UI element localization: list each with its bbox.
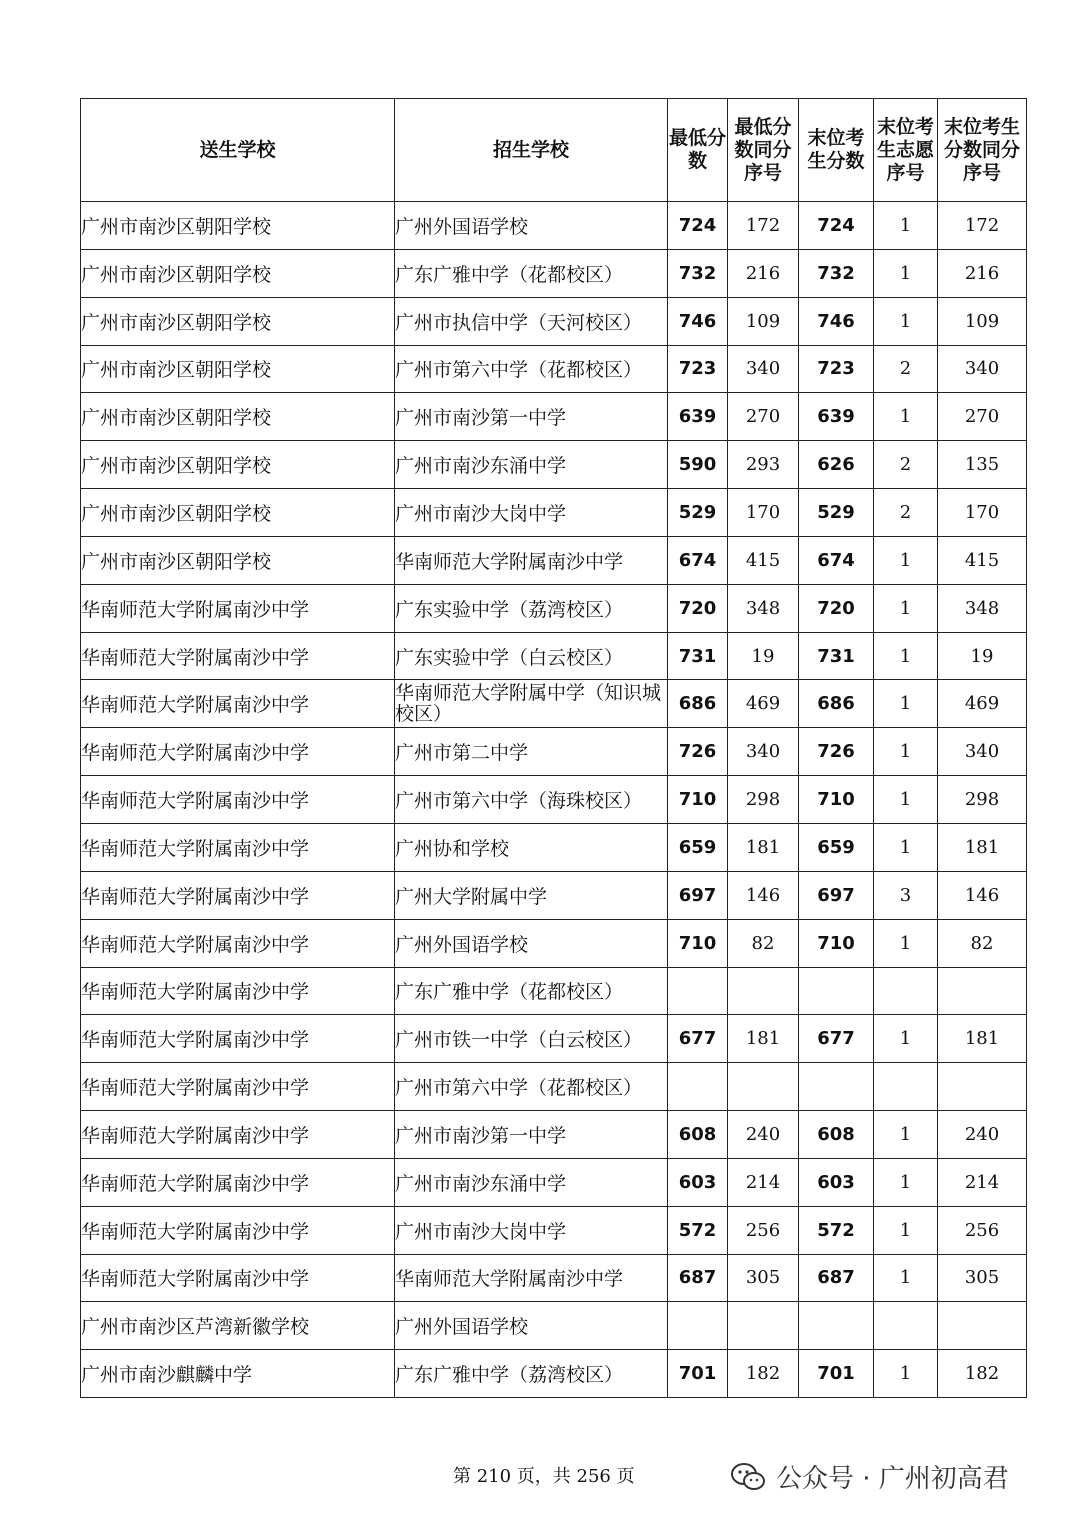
last-score-cell: 572 xyxy=(799,1206,874,1254)
recruiting-school-cell: 华南师范大学附属南沙中学 xyxy=(395,536,668,584)
min-score-rank-cell: 340 xyxy=(728,345,799,393)
last-wish-cell xyxy=(874,967,938,1015)
min-score-rank-cell: 19 xyxy=(728,632,799,680)
last-score-cell: 659 xyxy=(799,823,874,871)
table-row xyxy=(81,202,1027,250)
last-rank-cell: 348 xyxy=(938,584,1027,632)
min-score-cell: 697 xyxy=(668,871,728,919)
header-min-score: 最低分数 xyxy=(668,99,728,202)
table-row xyxy=(81,823,1027,871)
table-header-row xyxy=(81,99,1027,202)
last-wish-cell xyxy=(874,1302,938,1350)
last-wish-cell: 1 xyxy=(874,1015,938,1063)
page-number: 第 210 页，共 256 页 xyxy=(453,1466,635,1487)
table-row xyxy=(81,345,1027,393)
sender-school-cell: 广州市南沙区朝阳学校 xyxy=(81,536,395,584)
table-row xyxy=(81,1015,1027,1063)
min-score-rank-cell: 240 xyxy=(728,1111,799,1159)
last-rank-cell: 146 xyxy=(938,871,1027,919)
sender-school-cell: 华南师范大学附属南沙中学 xyxy=(81,1015,395,1063)
last-wish-cell: 1 xyxy=(874,1350,938,1398)
page-footer xyxy=(0,1458,1080,1498)
table-row xyxy=(81,680,1027,728)
min-score-rank-cell xyxy=(728,1063,799,1111)
last-score-cell xyxy=(799,1302,874,1350)
sender-school-cell: 华南师范大学附属南沙中学 xyxy=(81,632,395,680)
last-wish-cell: 1 xyxy=(874,297,938,345)
table-row xyxy=(81,489,1027,537)
header-recruiting-school: 招生学校 xyxy=(395,99,668,202)
recruiting-school-cell: 广东广雅中学（花都校区） xyxy=(395,249,668,297)
last-wish-cell: 1 xyxy=(874,776,938,824)
min-score-rank-cell xyxy=(728,967,799,1015)
last-wish-cell: 1 xyxy=(874,728,938,776)
last-rank-cell: 181 xyxy=(938,823,1027,871)
table-row xyxy=(81,632,1027,680)
last-wish-cell: 1 xyxy=(874,823,938,871)
recruiting-school-cell: 广东实验中学（白云校区） xyxy=(395,632,668,680)
min-score-rank-cell: 214 xyxy=(728,1158,799,1206)
min-score-rank-cell: 305 xyxy=(728,1254,799,1302)
sender-school-cell: 华南师范大学附属南沙中学 xyxy=(81,871,395,919)
last-rank-cell: 270 xyxy=(938,393,1027,441)
min-score-cell xyxy=(668,967,728,1015)
last-score-cell: 724 xyxy=(799,202,874,250)
table-row xyxy=(81,967,1027,1015)
recruiting-school-cell: 华南师范大学附属南沙中学 xyxy=(395,1254,668,1302)
sender-school-cell: 华南师范大学附属南沙中学 xyxy=(81,584,395,632)
table-row xyxy=(81,776,1027,824)
min-score-cell: 659 xyxy=(668,823,728,871)
last-score-cell xyxy=(799,1063,874,1111)
sender-school-cell: 华南师范大学附属南沙中学 xyxy=(81,823,395,871)
wechat-icon xyxy=(730,1462,766,1492)
min-score-rank-cell xyxy=(728,1302,799,1350)
table-row xyxy=(81,1158,1027,1206)
last-wish-cell: 1 xyxy=(874,1158,938,1206)
last-wish-cell xyxy=(874,1063,938,1111)
last-score-cell: 720 xyxy=(799,584,874,632)
last-rank-cell: 135 xyxy=(938,441,1027,489)
recruiting-school-cell: 广州市第二中学 xyxy=(395,728,668,776)
last-score-cell: 710 xyxy=(799,776,874,824)
table-row xyxy=(81,1254,1027,1302)
last-rank-cell: 216 xyxy=(938,249,1027,297)
last-rank-cell: 469 xyxy=(938,680,1027,728)
last-rank-cell: 19 xyxy=(938,632,1027,680)
table-row xyxy=(81,1063,1027,1111)
watermark xyxy=(730,1458,1009,1495)
header-last-wish: 末位考生志愿序号 xyxy=(874,99,938,202)
last-wish-cell: 1 xyxy=(874,584,938,632)
recruiting-school-cell: 广东广雅中学（荔湾校区） xyxy=(395,1350,668,1398)
last-rank-cell: 415 xyxy=(938,536,1027,584)
table-row xyxy=(81,1206,1027,1254)
min-score-cell xyxy=(668,1063,728,1111)
last-wish-cell: 2 xyxy=(874,489,938,537)
min-score-rank-cell: 109 xyxy=(728,297,799,345)
sender-school-cell: 广州市南沙区朝阳学校 xyxy=(81,345,395,393)
table-row xyxy=(81,584,1027,632)
min-score-rank-cell: 182 xyxy=(728,1350,799,1398)
sender-school-cell: 广州市南沙区朝阳学校 xyxy=(81,489,395,537)
min-score-rank-cell: 146 xyxy=(728,871,799,919)
recruiting-school-cell: 广州外国语学校 xyxy=(395,1302,668,1350)
min-score-cell: 529 xyxy=(668,489,728,537)
sender-school-cell: 华南师范大学附属南沙中学 xyxy=(81,967,395,1015)
sender-school-cell: 华南师范大学附属南沙中学 xyxy=(81,1111,395,1159)
min-score-cell: 608 xyxy=(668,1111,728,1159)
min-score-cell: 726 xyxy=(668,728,728,776)
last-wish-cell: 2 xyxy=(874,441,938,489)
min-score-cell: 603 xyxy=(668,1158,728,1206)
last-rank-cell: 170 xyxy=(938,489,1027,537)
min-score-cell: 720 xyxy=(668,584,728,632)
sender-school-cell: 华南师范大学附属南沙中学 xyxy=(81,1063,395,1111)
last-wish-cell: 1 xyxy=(874,919,938,967)
recruiting-school-cell: 华南师范大学附属中学（知识城校区） xyxy=(395,680,668,728)
last-rank-cell xyxy=(938,1063,1027,1111)
recruiting-school-cell: 广东实验中学（荔湾校区） xyxy=(395,584,668,632)
min-score-rank-cell: 469 xyxy=(728,680,799,728)
min-score-rank-cell: 415 xyxy=(728,536,799,584)
min-score-rank-cell: 82 xyxy=(728,919,799,967)
sender-school-cell: 华南师范大学附属南沙中学 xyxy=(81,1158,395,1206)
min-score-rank-cell: 256 xyxy=(728,1206,799,1254)
sender-school-cell: 华南师范大学附属南沙中学 xyxy=(81,776,395,824)
table-row xyxy=(81,1350,1027,1398)
last-score-cell: 732 xyxy=(799,249,874,297)
last-wish-cell: 1 xyxy=(874,632,938,680)
sender-school-cell: 华南师范大学附属南沙中学 xyxy=(81,919,395,967)
sender-school-cell: 华南师范大学附属南沙中学 xyxy=(81,1254,395,1302)
min-score-rank-cell: 298 xyxy=(728,776,799,824)
last-score-cell xyxy=(799,967,874,1015)
last-wish-cell: 1 xyxy=(874,393,938,441)
last-wish-cell: 1 xyxy=(874,249,938,297)
min-score-cell: 639 xyxy=(668,393,728,441)
table-row xyxy=(81,249,1027,297)
sender-school-cell: 广州市南沙区朝阳学校 xyxy=(81,202,395,250)
last-score-cell: 710 xyxy=(799,919,874,967)
last-wish-cell: 1 xyxy=(874,536,938,584)
last-wish-cell: 1 xyxy=(874,680,938,728)
recruiting-school-cell: 广州市执信中学（天河校区） xyxy=(395,297,668,345)
recruiting-school-cell: 广州市南沙东涌中学 xyxy=(395,1158,668,1206)
last-wish-cell: 3 xyxy=(874,871,938,919)
sender-school-cell: 广州市南沙区朝阳学校 xyxy=(81,297,395,345)
min-score-cell: 710 xyxy=(668,919,728,967)
min-score-cell: 724 xyxy=(668,202,728,250)
last-score-cell: 731 xyxy=(799,632,874,680)
recruiting-school-cell: 广州市南沙大岗中学 xyxy=(395,1206,668,1254)
last-rank-cell: 340 xyxy=(938,345,1027,393)
sender-school-cell: 华南师范大学附属南沙中学 xyxy=(81,1206,395,1254)
last-rank-cell: 256 xyxy=(938,1206,1027,1254)
min-score-cell: 701 xyxy=(668,1350,728,1398)
table-row xyxy=(81,871,1027,919)
sender-school-cell: 华南师范大学附属南沙中学 xyxy=(81,680,395,728)
min-score-rank-cell: 172 xyxy=(728,202,799,250)
last-score-cell: 677 xyxy=(799,1015,874,1063)
last-rank-cell: 340 xyxy=(938,728,1027,776)
table-row xyxy=(81,1302,1027,1350)
min-score-rank-cell: 340 xyxy=(728,728,799,776)
table-row xyxy=(81,297,1027,345)
recruiting-school-cell: 广州市南沙东涌中学 xyxy=(395,441,668,489)
min-score-rank-cell: 348 xyxy=(728,584,799,632)
header-last-rank: 末位考生分数同分序号 xyxy=(938,99,1027,202)
recruiting-school-cell: 广州市南沙第一中学 xyxy=(395,1111,668,1159)
recruiting-school-cell: 广州市铁一中学（白云校区） xyxy=(395,1015,668,1063)
min-score-rank-cell: 216 xyxy=(728,249,799,297)
header-last-score: 末位考生分数 xyxy=(799,99,874,202)
admission-table xyxy=(80,98,1027,1398)
last-score-cell: 529 xyxy=(799,489,874,537)
last-rank-cell: 214 xyxy=(938,1158,1027,1206)
last-score-cell: 639 xyxy=(799,393,874,441)
min-score-cell: 674 xyxy=(668,536,728,584)
min-score-cell: 746 xyxy=(668,297,728,345)
recruiting-school-cell: 广州市第六中学（花都校区） xyxy=(395,345,668,393)
last-rank-cell: 240 xyxy=(938,1111,1027,1159)
last-wish-cell: 1 xyxy=(874,1206,938,1254)
min-score-cell: 572 xyxy=(668,1206,728,1254)
min-score-cell: 731 xyxy=(668,632,728,680)
last-rank-cell: 109 xyxy=(938,297,1027,345)
sender-school-cell: 广州市南沙区芦湾新徽学校 xyxy=(81,1302,395,1350)
min-score-cell: 686 xyxy=(668,680,728,728)
last-score-cell: 726 xyxy=(799,728,874,776)
last-rank-cell: 298 xyxy=(938,776,1027,824)
last-score-cell: 687 xyxy=(799,1254,874,1302)
recruiting-school-cell: 广州协和学校 xyxy=(395,823,668,871)
table-row xyxy=(81,728,1027,776)
header-min-score-rank: 最低分数同分序号 xyxy=(728,99,799,202)
table-row xyxy=(81,1111,1027,1159)
min-score-rank-cell: 181 xyxy=(728,1015,799,1063)
last-score-cell: 608 xyxy=(799,1111,874,1159)
last-wish-cell: 1 xyxy=(874,202,938,250)
min-score-rank-cell: 181 xyxy=(728,823,799,871)
recruiting-school-cell: 广州市第六中学（海珠校区） xyxy=(395,776,668,824)
last-score-cell: 701 xyxy=(799,1350,874,1398)
sender-school-cell: 华南师范大学附属南沙中学 xyxy=(81,728,395,776)
recruiting-school-cell: 广州大学附属中学 xyxy=(395,871,668,919)
min-score-cell: 677 xyxy=(668,1015,728,1063)
min-score-cell: 687 xyxy=(668,1254,728,1302)
last-rank-cell: 181 xyxy=(938,1015,1027,1063)
recruiting-school-cell: 广州市第六中学（花都校区） xyxy=(395,1063,668,1111)
sender-school-cell: 广州市南沙区朝阳学校 xyxy=(81,249,395,297)
table-row xyxy=(81,441,1027,489)
last-rank-cell: 182 xyxy=(938,1350,1027,1398)
min-score-cell xyxy=(668,1302,728,1350)
watermark-text: 公众号 · 广州初高君 xyxy=(776,1464,1009,1494)
recruiting-school-cell: 广州外国语学校 xyxy=(395,202,668,250)
min-score-rank-cell: 170 xyxy=(728,489,799,537)
last-score-cell: 603 xyxy=(799,1158,874,1206)
last-score-cell: 746 xyxy=(799,297,874,345)
last-rank-cell: 172 xyxy=(938,202,1027,250)
recruiting-school-cell: 广州市南沙大岗中学 xyxy=(395,489,668,537)
sender-school-cell: 广州市南沙区朝阳学校 xyxy=(81,441,395,489)
last-score-cell: 674 xyxy=(799,536,874,584)
last-score-cell: 626 xyxy=(799,441,874,489)
recruiting-school-cell: 广东广雅中学（花都校区） xyxy=(395,967,668,1015)
recruiting-school-cell: 广州市南沙第一中学 xyxy=(395,393,668,441)
table-body xyxy=(81,202,1027,1398)
min-score-rank-cell: 293 xyxy=(728,441,799,489)
min-score-cell: 590 xyxy=(668,441,728,489)
last-wish-cell: 1 xyxy=(874,1111,938,1159)
min-score-cell: 710 xyxy=(668,776,728,824)
min-score-cell: 723 xyxy=(668,345,728,393)
table-row xyxy=(81,393,1027,441)
recruiting-school-cell: 广州外国语学校 xyxy=(395,919,668,967)
table-row xyxy=(81,919,1027,967)
last-rank-cell: 305 xyxy=(938,1254,1027,1302)
last-score-cell: 686 xyxy=(799,680,874,728)
sender-school-cell: 广州市南沙麒麟中学 xyxy=(81,1350,395,1398)
last-rank-cell xyxy=(938,967,1027,1015)
sender-school-cell: 广州市南沙区朝阳学校 xyxy=(81,393,395,441)
last-rank-cell: 82 xyxy=(938,919,1027,967)
header-sender-school: 送生学校 xyxy=(81,99,395,202)
table-row xyxy=(81,536,1027,584)
last-rank-cell xyxy=(938,1302,1027,1350)
min-score-cell: 732 xyxy=(668,249,728,297)
last-score-cell: 723 xyxy=(799,345,874,393)
min-score-rank-cell: 270 xyxy=(728,393,799,441)
last-score-cell: 697 xyxy=(799,871,874,919)
last-wish-cell: 2 xyxy=(874,345,938,393)
last-wish-cell: 1 xyxy=(874,1254,938,1302)
